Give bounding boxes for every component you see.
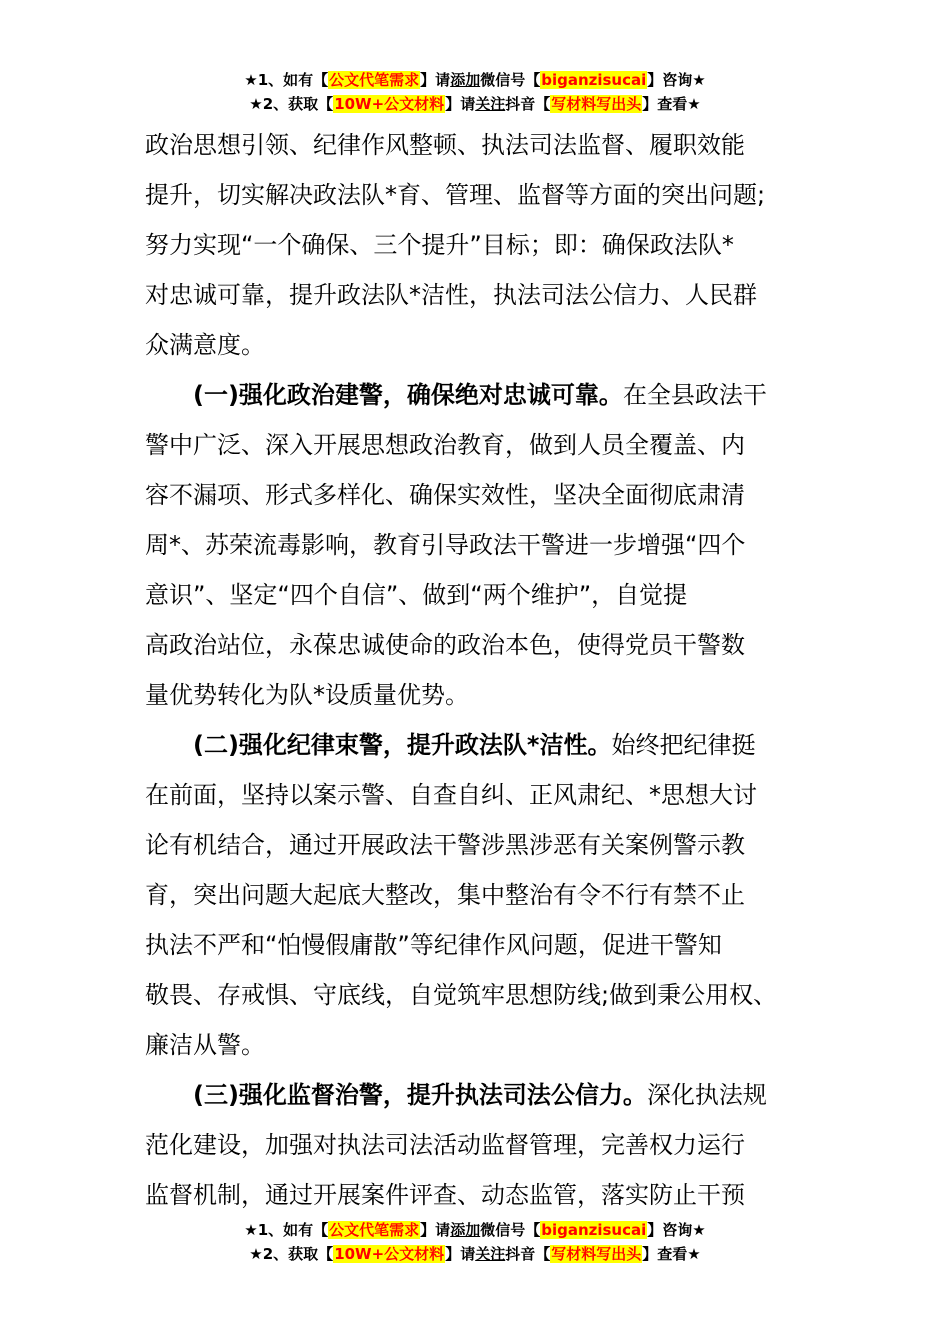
highlight-wechat-id: biganzisucai — [541, 71, 647, 89]
section-2-paragraph: (二)强化纪律束警，提升政法队*洁性。始终把纪律挺 在前面，坚持以案示警、自查自纠、正风肃纪、*思想大讨 论有机结合，通过开展政法干警涉黑涉恶有关案例警示教 育，突出问题大起底大整改，集中整治有令不行有禁不止 执法不严和“怕慢假庸散”等纪律作风问题，促进干警知 敬畏、存戒惧、守底线，自觉筑牢思想防线;做到秉公用权、 廉洁从警。 — [145, 731, 778, 1059]
footer-banner — [0, 1218, 950, 1266]
highlight-service: 公文代笔需求 — [329, 71, 420, 89]
highlight-materials: 10W+公文材料 — [334, 95, 445, 113]
banner-line-2: ★2、获取【10W+公文材料】请关注抖音【写材料写出头】查看★ — [249, 95, 701, 113]
banner-line-1: ★1、如有【公文代笔需求】请添加微信号【biganzisucai】咨询★ — [244, 1221, 706, 1239]
highlight-service: 公文代笔需求 — [329, 1221, 420, 1239]
highlight-douyin-account: 写材料写出头 — [551, 1245, 642, 1263]
section-heading: (二)强化纪律束警，提升政法队*洁性。 — [193, 731, 612, 759]
document-body — [145, 120, 815, 1220]
section-heading: (一)强化政治建警，确保绝对忠诚可靠。 — [193, 381, 623, 409]
banner-line-1: ★1、如有【公文代笔需求】请添加微信号【biganzisucai】咨询★ — [244, 71, 706, 89]
highlight-wechat-id: biganzisucai — [541, 1221, 647, 1239]
highlight-douyin-account: 写材料写出头 — [551, 95, 642, 113]
header-banner — [0, 68, 950, 116]
section-heading: (三)强化监督治警，提升执法司法公信力。 — [193, 1081, 647, 1109]
section-1-paragraph: (一)强化政治建警，确保绝对忠诚可靠。在全县政法干 警中广泛、深入开展思想政治教育，做到人员全覆盖、内 容不漏项、形式多样化、确保实效性，坚决全面彻底肃清 周*、苏荣流毒影响，教育引导政法干警进一步增强“四个 意识”、坚定“四个自信”、做到“两个维护”，自觉提 高政治站位，永葆忠诚使命的政治本色，使得党员干警数 量优势转化为队*设质量优势。 — [145, 381, 767, 709]
banner-line-2: ★2、获取【10W+公文材料】请关注抖音【写材料写出头】查看★ — [249, 1245, 701, 1263]
highlight-materials: 10W+公文材料 — [334, 1245, 445, 1263]
intro-paragraph: 政治思想引领、纪律作风整顿、执法司法监督、履职效能 提升，切实解决政法队*育、管理、监督等方面的突出问题; 努力实现“一个确保、三个提升”目标；即：确保政法队* 对忠诚可靠，提升政法队*洁性，执法司法公信力、人民群 众满意度。 — [145, 131, 766, 359]
section-3-paragraph: (三)强化监督治警，提升执法司法公信力。深化执法规 范化建设，加强对执法司法活动监督管理，完善权力运行 监督机制，通过开展案件评查、动态监管，落实防止干预 — [145, 1081, 767, 1209]
